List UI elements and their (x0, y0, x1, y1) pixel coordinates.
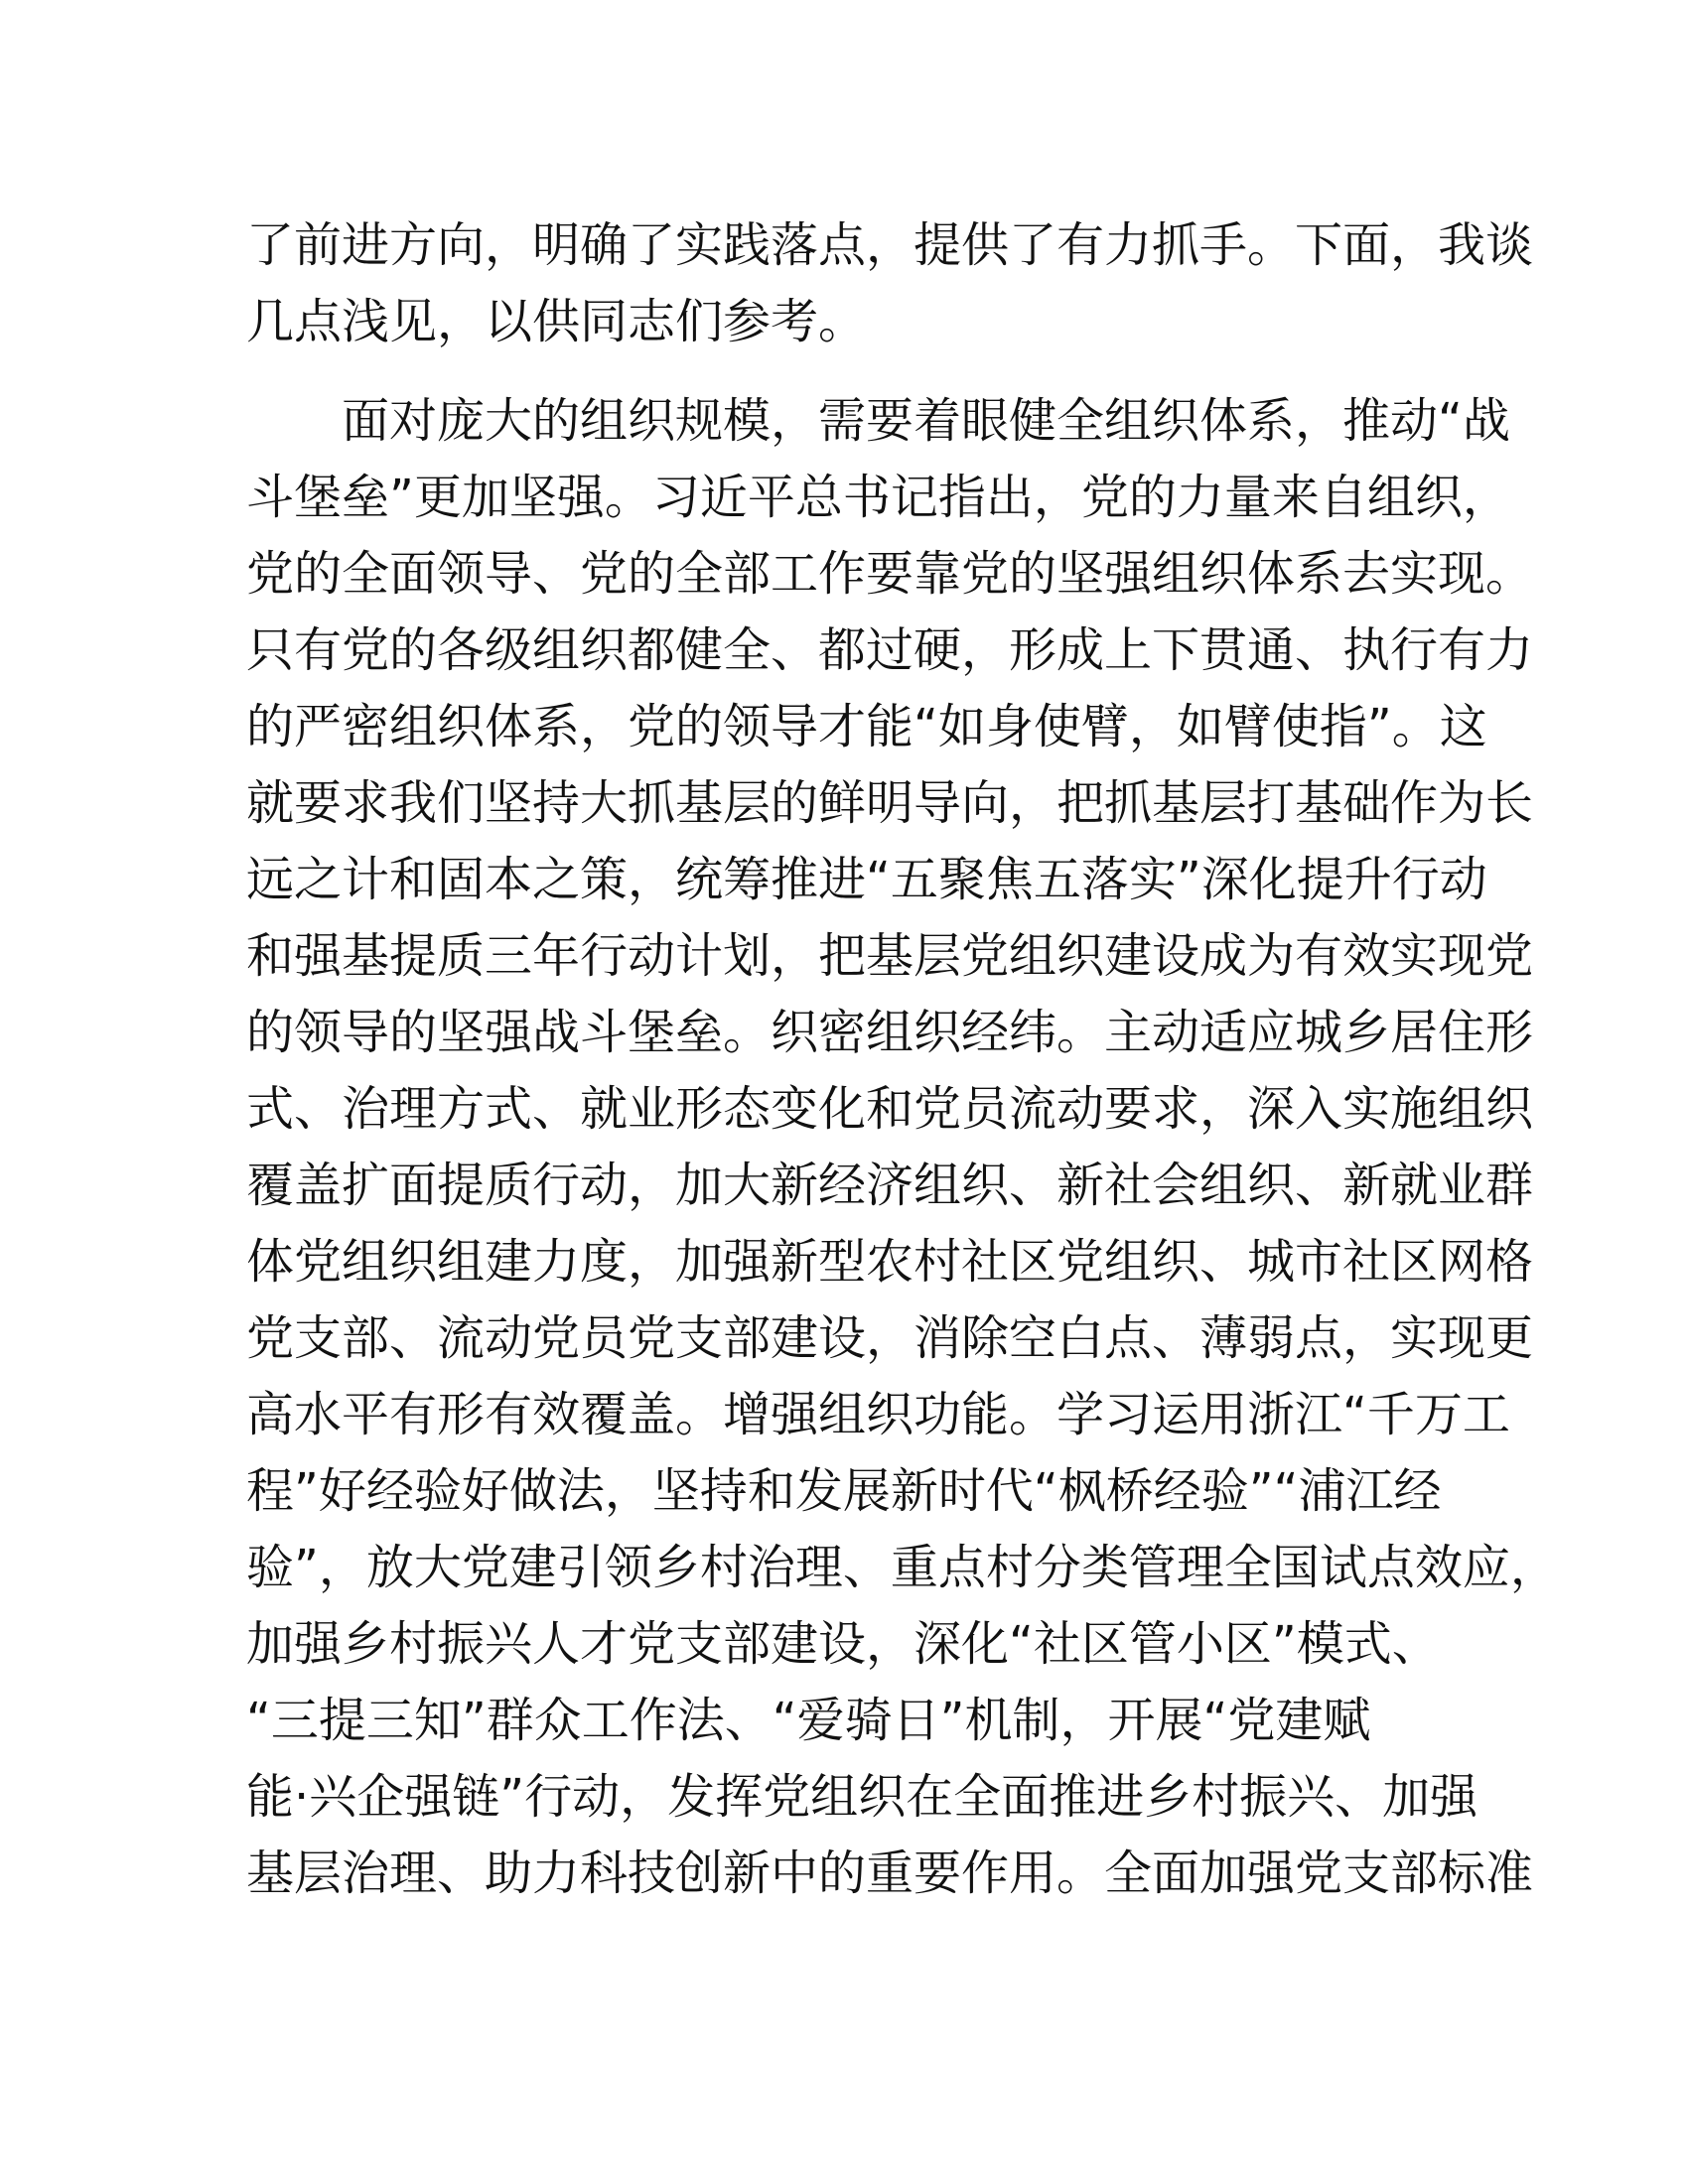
paragraph-line: 面对庞大的组织规模，需要着眼健全组织体系，推动“战 (246, 393, 1510, 449)
paragraph-line: 能·兴企强链”行动，发挥党组织在全面推进乡村振兴、加强 (246, 1769, 1478, 1825)
paragraph-line: 验”，放大党建引领乡村治理、重点村分类管理全国试点效应， (246, 1540, 1558, 1595)
paragraph-line: 几点浅见，以供同志们参考。 (246, 294, 867, 349)
paragraph-line: 的严密组织体系，党的领导才能“如身使臂，如臂使指”。这 (246, 699, 1487, 754)
paragraph-line: 只有党的各级组织都健全、都过硬，形成上下贯通、执行有力 (246, 622, 1534, 678)
paragraph-line: 和强基提质三年行动计划，把基层党组织建设成为有效实现党 (246, 928, 1534, 984)
paragraph-line: 党支部、流动党员党支部建设，消除空白点、薄弱点，实现更 (246, 1310, 1534, 1366)
paragraph-line: 基层治理、助力科技创新中的重要作用。全面加强党支部标准 (246, 1845, 1534, 1901)
paragraph-line: 体党组织组建力度，加强新型农村社区党组织、城市社区网格 (246, 1234, 1534, 1290)
paragraph-2 (246, 383, 1558, 1912)
paragraph-line: 程”好经验好做法，坚持和发展新时代“枫桥经验”“浦江经 (246, 1463, 1442, 1519)
paragraph-line: 远之计和固本之策，统筹推进“五聚焦五落实”深化提升行动 (246, 852, 1487, 907)
paragraph-line: 了前进方向，明确了实践落点，提供了有力抓手。下面，我谈 (246, 217, 1534, 273)
paragraph-line: 高水平有形有效覆盖。增强组织功能。学习运用浙江“千万工 (246, 1387, 1510, 1442)
paragraph-line: 的领导的坚强战斗堡垒。织密组织经纬。主动适应城乡居住形 (246, 1005, 1534, 1060)
paragraph-line: 覆盖扩面提质行动，加大新经济组织、新社会组织、新就业群 (246, 1158, 1534, 1213)
paragraph-line: 就要求我们坚持大抓基层的鲜明导向，把抓基层打基础作为长 (246, 775, 1534, 831)
paragraph-line: 党的全面领导、党的全部工作要靠党的坚强组织体系去实现。 (246, 546, 1534, 602)
paragraph-line: “三提三知”群众工作法、“爱骑日”机制，开展“党建赋 (246, 1693, 1371, 1748)
paragraph-1 (246, 207, 1534, 360)
paragraph-line: 斗堡垒”更加坚强。习近平总书记指出，党的力量来自组织， (246, 470, 1510, 525)
paragraph-line: 式、治理方式、就业形态变化和党员流动要求，深入实施组织 (246, 1081, 1534, 1137)
paragraph-line: 加强乡村振兴人才党支部建设，深化“社区管小区”模式、 (246, 1616, 1440, 1672)
